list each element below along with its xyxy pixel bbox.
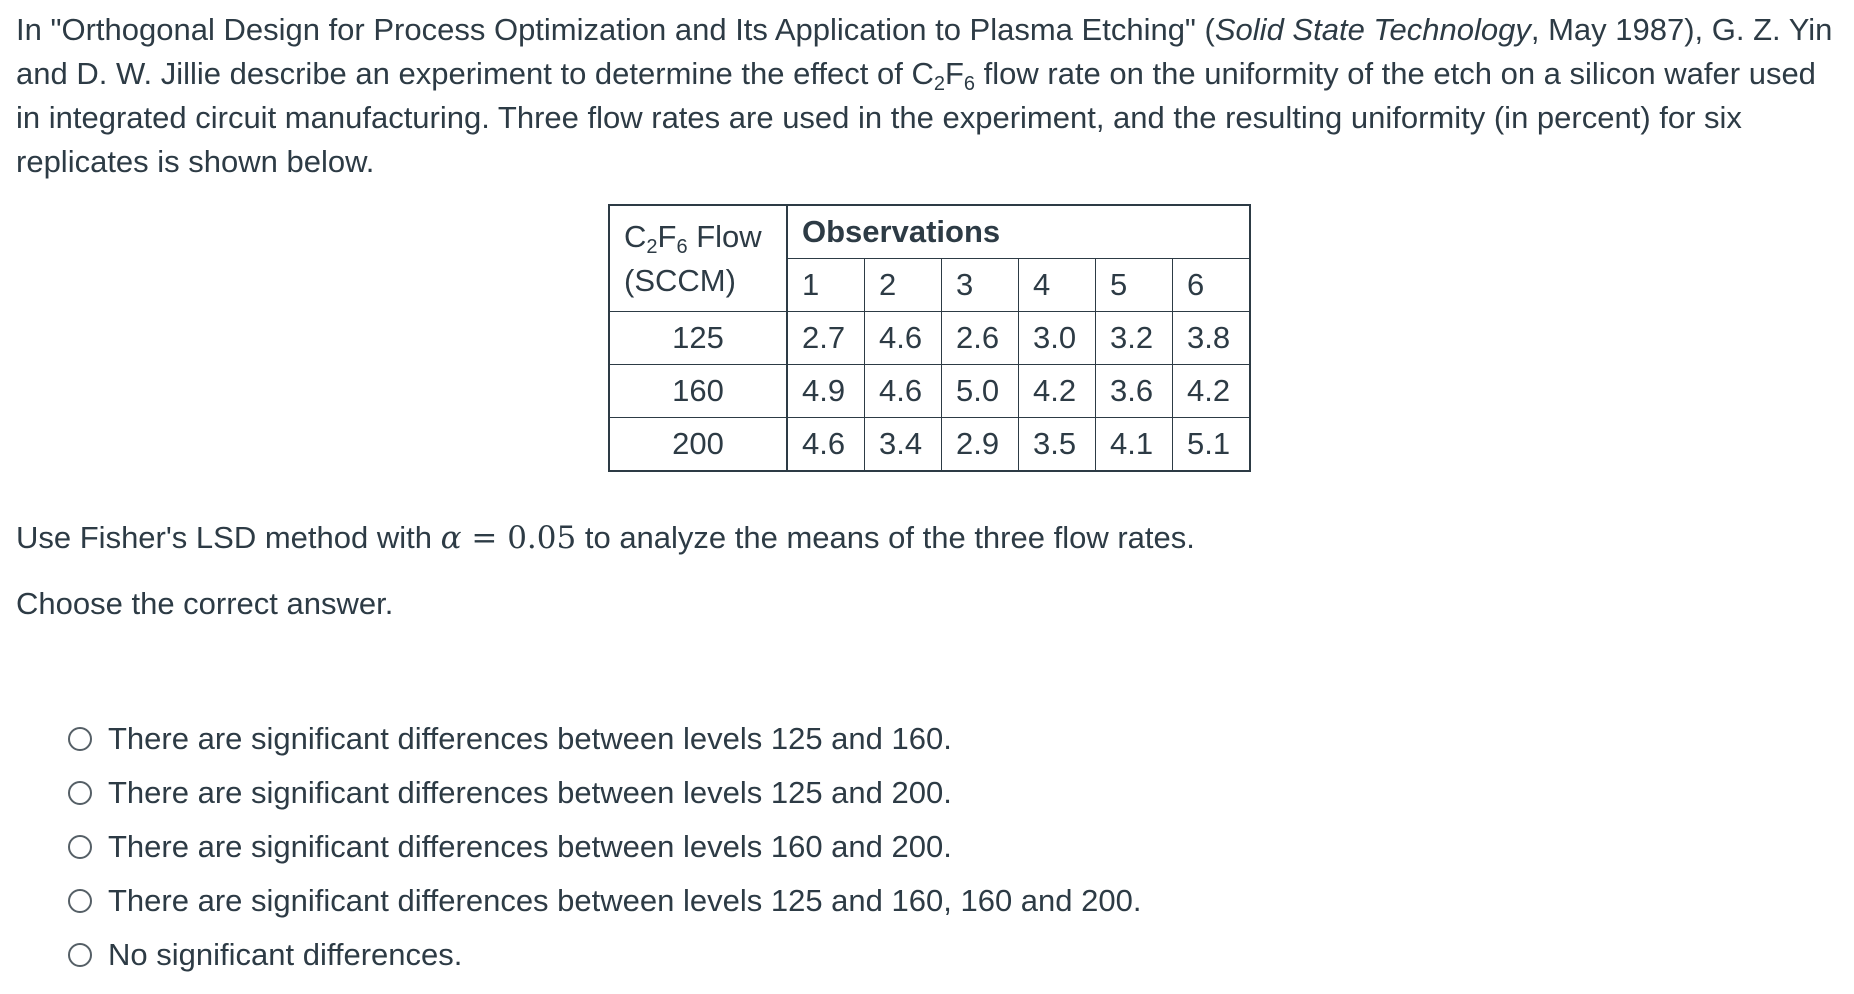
answer-prompt: Choose the correct answer. xyxy=(16,586,394,621)
answer-option-label[interactable]: There are significant differences between levels 160 and 200. xyxy=(108,829,952,864)
flow-rate-cell: 125 xyxy=(609,312,787,365)
answer-option-label[interactable]: There are significant differences between levels 125 and 200. xyxy=(108,775,952,810)
value-cell: 3.8 xyxy=(1173,312,1251,365)
observation-number: 3 xyxy=(942,259,1019,312)
observation-number: 1 xyxy=(787,259,865,312)
value-cell: 5.1 xyxy=(1173,418,1251,472)
value-cell: 3.0 xyxy=(1019,312,1096,365)
observation-number: 6 xyxy=(1173,259,1251,312)
observation-number: 4 xyxy=(1019,259,1096,312)
value-cell: 4.6 xyxy=(787,418,865,472)
answer-option-label[interactable]: There are significant differences between levels 125 and 160. xyxy=(108,721,952,756)
answer-option[interactable] xyxy=(68,766,1141,820)
value-cell: 2.6 xyxy=(942,312,1019,365)
radio-button-icon[interactable] xyxy=(68,943,92,967)
answer-option[interactable] xyxy=(68,874,1141,928)
radio-button-icon[interactable] xyxy=(68,835,92,859)
value-cell: 3.6 xyxy=(1096,365,1173,418)
value-cell: 4.6 xyxy=(865,312,942,365)
table-row xyxy=(609,418,1250,472)
value-cell: 4.9 xyxy=(787,365,865,418)
value-cell: 5.0 xyxy=(942,365,1019,418)
value-cell: 4.2 xyxy=(1173,365,1251,418)
answer-option-label[interactable]: There are significant differences between levels 125 and 160, 160 and 200. xyxy=(108,883,1142,918)
radio-button-icon[interactable] xyxy=(68,727,92,751)
observations-header: Observations xyxy=(787,205,1250,259)
answer-option[interactable] xyxy=(68,712,1141,766)
observations-table xyxy=(608,204,1251,472)
journal-title: Solid State Technology xyxy=(1214,12,1531,47)
observation-number: 5 xyxy=(1096,259,1173,312)
value-cell: 2.9 xyxy=(942,418,1019,472)
table-row xyxy=(609,312,1250,365)
answer-options xyxy=(68,712,1141,982)
answer-option[interactable] xyxy=(68,928,1141,982)
flow-rate-cell: 200 xyxy=(609,418,787,472)
problem-statement: In "Orthogonal Design for Process Optimization and Its Application to Plasma Etching" (Solid State Technology, May 1987), G. Z. Yin and D. W. Jillie describe an experiment to determine the effect of $C_2F_6$ flow rate on the uniformity of the etch on a silicon wafer used in integrated circuit manufacturing. Three flow rates are used in the experiment, and the resulting uniformity (in percent) for six replicates is shown below. xyxy=(16,12,1833,179)
question-text: Use Fisher's LSD method with α = 0.05 to analyze the means of the three flow rates. xyxy=(16,520,1195,556)
flow-rate-cell: 160 xyxy=(609,365,787,418)
value-cell: 3.4 xyxy=(865,418,942,472)
value-cell: 2.7 xyxy=(787,312,865,365)
value-cell: 4.6 xyxy=(865,365,942,418)
value-cell: 3.2 xyxy=(1096,312,1173,365)
value-cell: 4.1 xyxy=(1096,418,1173,472)
table-row xyxy=(609,365,1250,418)
value-cell: 3.5 xyxy=(1019,418,1096,472)
answer-option-label[interactable]: No significant differences. xyxy=(108,937,463,972)
radio-button-icon[interactable] xyxy=(68,889,92,913)
observation-number: 2 xyxy=(865,259,942,312)
answer-option[interactable] xyxy=(68,820,1141,874)
alpha-expression: α = 0.05 xyxy=(440,520,577,556)
value-cell: 4.2 xyxy=(1019,365,1096,418)
flow-column-header: $C_2F_6$ Flow (SCCM) xyxy=(609,205,787,312)
radio-button-icon[interactable] xyxy=(68,781,92,805)
